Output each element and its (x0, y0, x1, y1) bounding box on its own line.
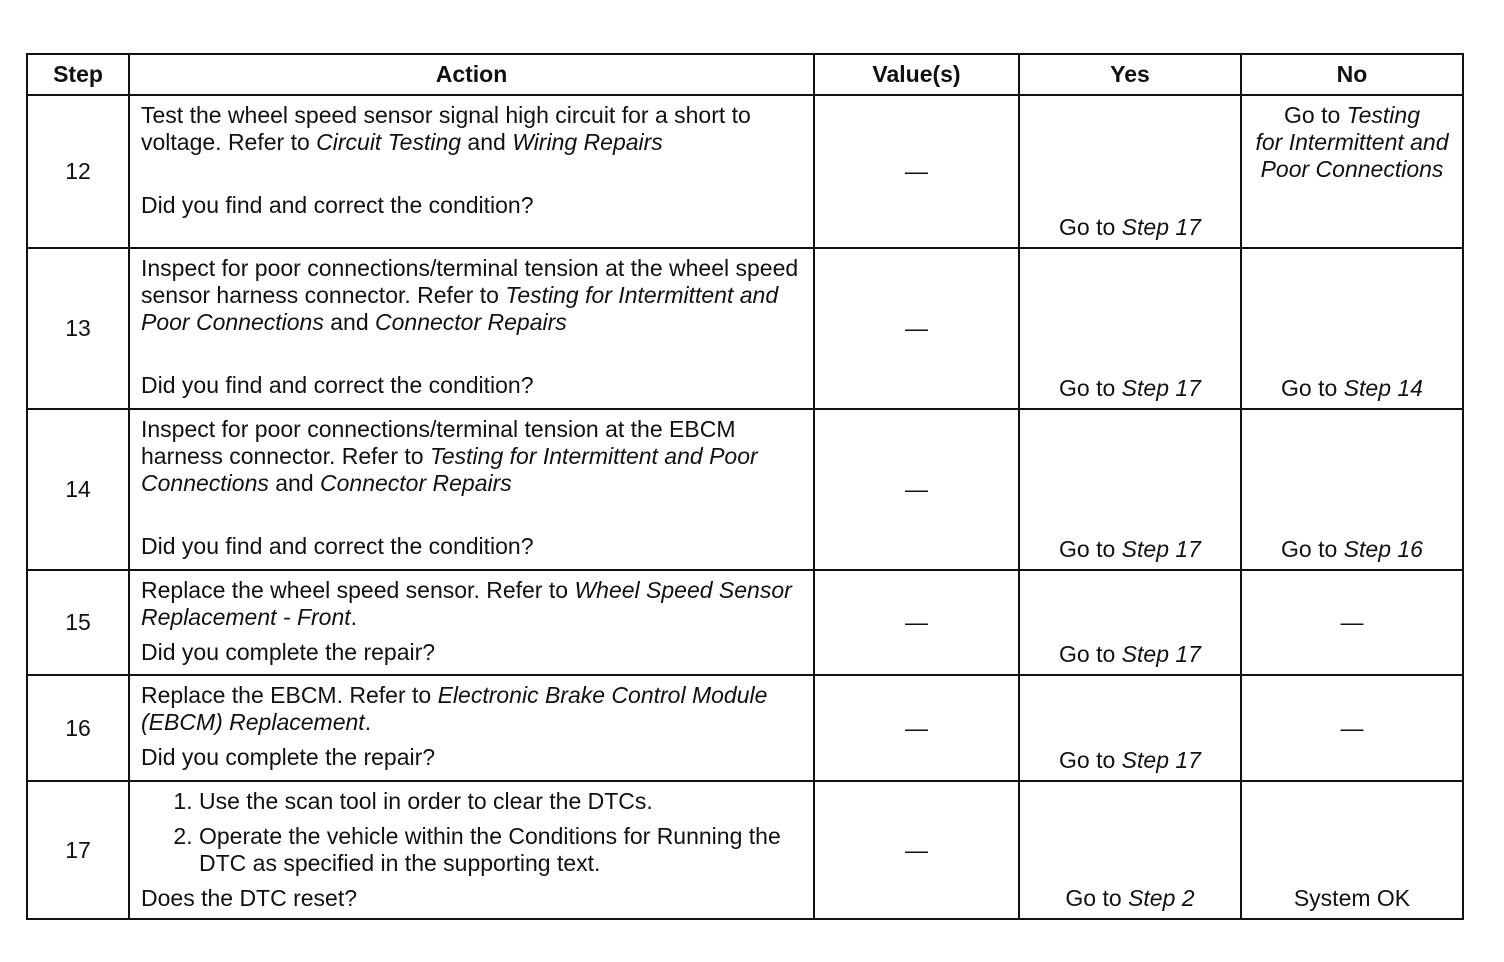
action-plain: and (323, 309, 375, 335)
action-reference: Connector Repairs (320, 470, 512, 496)
table-row-step-16 (27, 675, 1463, 781)
no-cell: — (1241, 675, 1463, 781)
action-plain: and (268, 470, 321, 496)
value-cell: — (814, 409, 1019, 570)
step-number: 15 (27, 570, 129, 675)
action-steps-list (169, 788, 803, 877)
yes-goto: Go to (1059, 214, 1122, 240)
action-question: Did you find and correct the condition? (141, 372, 534, 398)
table-row-step-17 (27, 781, 1463, 919)
value-cell: — (814, 570, 1019, 675)
yes-step-link: Step 17 (1121, 536, 1201, 562)
action-question: Does the DTC reset? (141, 885, 358, 911)
no-cell: — (1241, 570, 1463, 675)
yes-goto: Go to (1059, 747, 1122, 773)
no-reference: Testing (1346, 102, 1420, 128)
action-plain: Inspect for poor connections/terminal tension at the wheel speed sensor harness connector. Refer to (141, 255, 799, 308)
action-reference: Testing for Intermittent and Poor Connections (141, 443, 758, 496)
yes-cell (1019, 95, 1241, 248)
table-row-step-12 (27, 95, 1463, 248)
no-goto: Go to (1281, 375, 1344, 401)
diagnostic-table (26, 53, 1464, 920)
header-yes: Yes (1019, 54, 1241, 95)
value-cell: — (814, 781, 1019, 919)
yes-cell (1019, 675, 1241, 781)
no-goto: Go to (1281, 536, 1344, 562)
yes-step-link: Step 17 (1121, 641, 1201, 667)
action-plain: Test the wheel speed sensor signal high circuit for a short to voltage. Refer to (141, 102, 751, 155)
no-goto: Go to (1284, 102, 1347, 128)
yes-step-link: Step 2 (1128, 885, 1195, 911)
step-number: 12 (27, 95, 129, 248)
yes-goto: Go to (1059, 375, 1122, 401)
header-action: Action (129, 54, 814, 95)
action-plain: . (350, 604, 358, 630)
action-reference: Electronic Brake Control Module (EBCM) Replacement (141, 682, 768, 735)
action-cell (129, 409, 814, 570)
no-cell (1241, 95, 1463, 248)
step-number: 16 (27, 675, 129, 781)
list-item: 2. Operate the vehicle within the Conditions for Running the DTC as specified in the supporting text. (199, 823, 803, 877)
yes-step-link: Step 17 (1121, 375, 1201, 401)
action-plain: . (364, 709, 372, 735)
no-cell (1241, 409, 1463, 570)
header-step: Step (27, 54, 129, 95)
value-cell: — (814, 675, 1019, 781)
yes-cell (1019, 248, 1241, 409)
action-reference: Connector Repairs (375, 309, 567, 335)
value-cell: — (814, 248, 1019, 409)
action-cell (129, 248, 814, 409)
yes-cell (1019, 570, 1241, 675)
action-reference: Wiring Repairs (512, 129, 663, 155)
yes-step-link: Step 17 (1121, 214, 1201, 240)
action-cell (129, 570, 814, 675)
yes-cell (1019, 781, 1241, 919)
no-step-link: Step 14 (1343, 375, 1423, 401)
yes-goto: Go to (1059, 536, 1122, 562)
table-row-step-14 (27, 409, 1463, 570)
action-plain: Replace the EBCM. Refer to (141, 682, 438, 708)
action-text (141, 102, 803, 156)
action-text (141, 416, 803, 497)
list-item: 1. Use the scan tool in order to clear the DTCs. (199, 788, 803, 815)
no-cell (1241, 248, 1463, 409)
table-row-step-15 (27, 570, 1463, 675)
yes-cell (1019, 409, 1241, 570)
action-cell (129, 781, 814, 919)
yes-goto: Go to (1065, 885, 1129, 911)
action-text (141, 682, 803, 736)
action-reference: Testing for Intermittent and Poor Connections (141, 282, 779, 335)
value-cell: — (814, 95, 1019, 248)
step-number: 14 (27, 409, 129, 570)
no-step-link: Step 16 (1343, 536, 1423, 562)
header-row (27, 54, 1463, 95)
action-plain: Inspect for poor connections/terminal tension at the EBCM harness connector. Refer to (141, 416, 736, 469)
action-plain: and (461, 129, 513, 155)
action-question: Did you complete the repair? (141, 639, 436, 665)
action-question: Did you find and correct the condition? (141, 192, 534, 218)
no-reference: for Intermittent and Poor Connections (1255, 129, 1449, 182)
header-no: No (1241, 54, 1463, 95)
action-question: Did you complete the repair? (141, 744, 436, 770)
step-number: 17 (27, 781, 129, 919)
action-plain: Replace the wheel speed sensor. Refer to (141, 577, 575, 603)
action-cell (129, 95, 814, 248)
yes-goto: Go to (1059, 641, 1122, 667)
no-cell: System OK (1241, 781, 1463, 919)
action-text (141, 577, 803, 631)
action-cell (129, 675, 814, 781)
action-question: Did you find and correct the condition? (141, 533, 534, 559)
action-reference: Circuit Testing (316, 129, 462, 155)
table-row-step-13 (27, 248, 1463, 409)
action-reference: Wheel Speed Sensor Replacement - Front (141, 577, 792, 630)
action-text (141, 255, 803, 336)
yes-step-link: Step 17 (1121, 747, 1201, 773)
step-number: 13 (27, 248, 129, 409)
header-values: Value(s) (814, 54, 1019, 95)
